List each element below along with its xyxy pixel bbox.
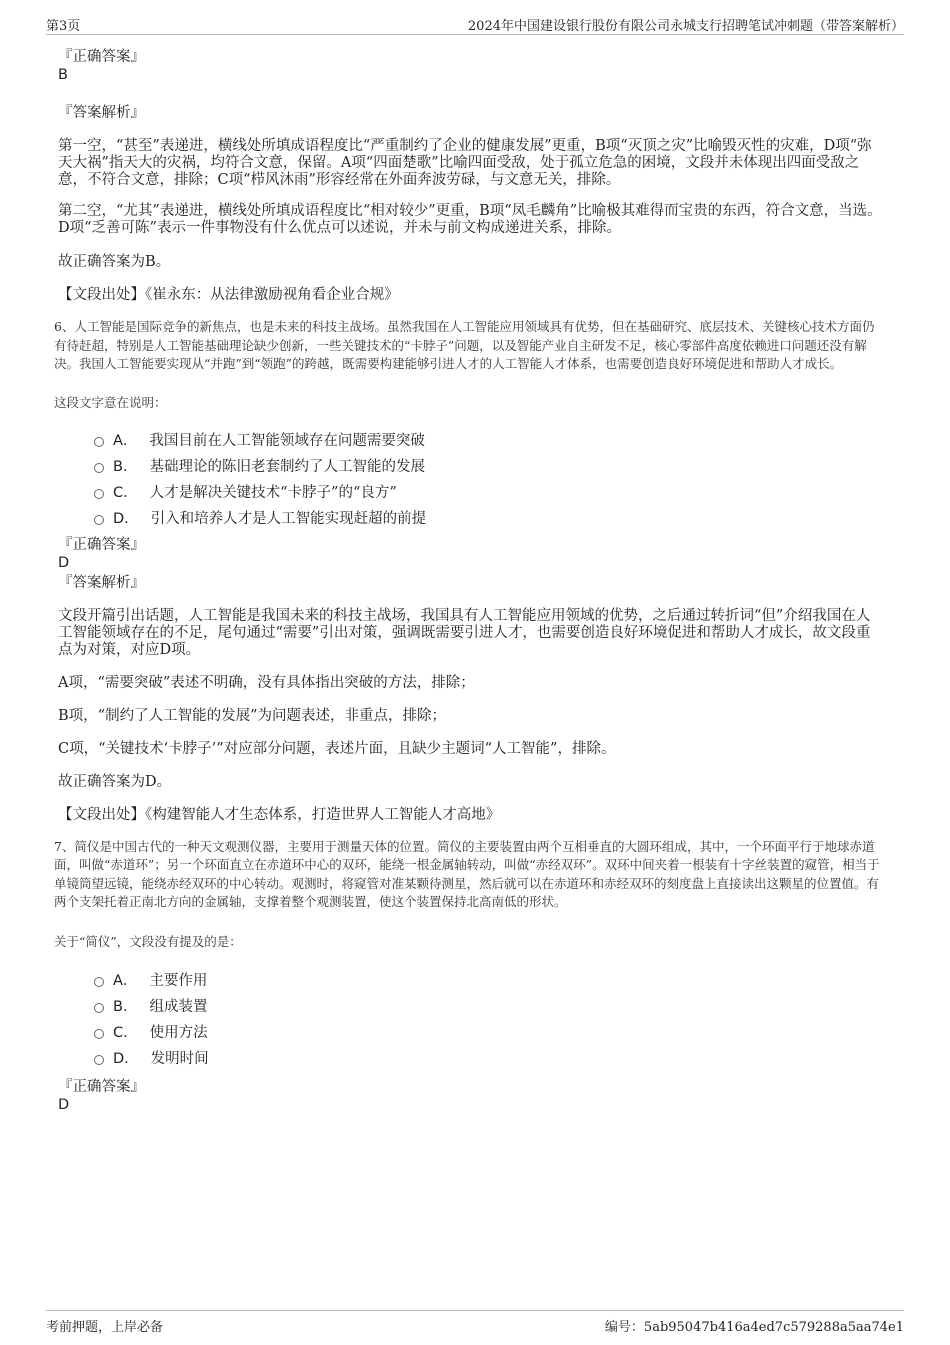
q5-source: 【文段出处】《崔永东：从法律激励视角看企业合规》 [58,287,399,303]
q5-analysis-para-2: 第二空，“尤其”表递进，横线处所填成语程度比“相对较少”更重，B项“凤毛麟角”比喻极其难得而宝贵的东西，符合文意，当选。D项“乏善可陈”表示一件事物没有什么优点可以述说，并未与前文构成递进关系，排除。 [58,203,882,236]
q6-analysis-a: A项，“需要突破”表述不明确，没有具体指出突破的方法，排除； [58,674,475,691]
q6-option-b[interactable]: B． 基础理论的陈旧老套制约了人工智能的发展 [94,454,884,480]
q6-analysis-para-1: 文段开篇引出话题，人工智能是我国未来的科技主战场，我国具有人工智能应用领域的优势，之后通过转折词“但”介绍我国在人工智能领域存在的不足，尾句通过“需要”引出对策，强调既需要引进人才，也需要创造良好环境促进和帮助人才成长，故文段重点为对策，对应D项。 [58,607,871,658]
answer-label: 『正确答案』 [58,1078,145,1095]
q6-analysis-b: B项，“制约了人工智能的发展”为问题表述，非重点，排除； [58,707,446,724]
q6-option-c[interactable]: C． 人才是解决关键技术“卡脖子”的“良方” [94,480,884,506]
answer-label: 『正确答案』 [58,49,145,65]
q6-option-d[interactable]: D． 引入和培养人才是人工智能实现赶超的前提 [94,506,884,532]
q7-option-c[interactable]: C． 使用方法 [94,1020,884,1046]
q7-option-b[interactable]: B． 组成装置 [94,994,884,1020]
analysis-label: 『答案解析』 [58,574,145,591]
radio-icon[interactable] [94,463,104,473]
q6-text: 6、人工智能是国际竞争的新焦点，也是未来的科技主战场。虽然我国在人工智能应用领域具有优势，但在基础研究、底层技术、关键核心技术方面仍有待赶超，特别是人工智能基础理论缺少创新，一些关键技术的“卡脖子”问题，以及智能产业自主研发不足，核心零部件高度依赖进口问题还没有解决。我国人工智能要实现从“并跑”到“领跑”的跨越，既需要构建能够引进人才的人工智能人才体系，也需要创造良好环境促进和帮助人才成长。 [54,319,875,371]
q5-analysis-para-1: 第一空，“甚至”表递进，横线处所填成语程度比“严重制约了企业的健康发展”更重，B项“灭顶之灾”比喻毁灭性的灾难，D项“弥天大祸”指天大的灾祸，均符合文意，保留。A项“四面楚歌”比喻四面受敌，处于孤立危急的困境，文段并未体现出四面受敌之意，不符合文意，排除；C项“栉风沐雨”形容经常在外面奔波劳碌，与文意无关，排除。 [58,138,872,188]
q6-analysis-c: C项，“关键技术‘卡脖子’”对应部分问题，表述片面，且缺少主题词“人工智能”，排除。 [58,740,616,757]
radio-icon[interactable] [94,437,104,447]
document-id: 编号：5ab95047b416a4ed7c579288a5aa74e1 [604,1320,904,1335]
radio-icon[interactable] [94,489,104,499]
q5-answer: B [58,67,68,83]
q7-answer: D [58,1096,70,1113]
radio-icon[interactable] [94,1029,104,1039]
q7-text: 7、简仪是中国古代的一种天文观测仪器，主要用于测量天体的位置。简仪的主要装置由两个互相垂直的大圆环组成，其中，一个环面平行于地球赤道面，叫做“赤道环”；另一个环面直立在赤道环中心的双环，能绕一根金属轴转动，叫做“赤经双环”。双环中间夹着一根装有十字丝装置的窥管，相当于单镜筒望远镜，能绕赤经双环的中心转动。观测时，将窥管对准某颗待测星，然后就可以在赤道环和赤经双环的刻度盘上直接读出这颗星的位置值。有两个支架托着正南北方向的金属轴，支撑着整个观测装置，使这个装置保持北高南低的形状。 [54,838,880,909]
q7-options [94,968,884,1072]
q7-option-d[interactable]: D． 发明时间 [94,1046,884,1072]
q7-option-a[interactable]: A． 主要作用 [94,968,884,994]
q6-source: 【文段出处】《构建智能人才生态体系，打造世界人工智能人才高地》 [58,806,501,823]
radio-icon[interactable] [94,977,104,987]
q5-conclusion: 故正确答案为B。 [58,254,171,270]
q6-conclusion: 故正确答案为D。 [58,773,172,790]
page-header [46,12,904,35]
radio-icon[interactable] [94,515,104,525]
q6-options [94,428,884,532]
q7-prompt: 关于“简仪”，文段没有提及的是： [54,933,242,949]
page-footer [46,1310,904,1335]
document-title: 2024年中国建设银行股份有限公司永城支行招聘笔试冲刺题（带答案解析） [467,19,904,34]
q6-answer: D [58,554,70,571]
page-number: 第3页 [46,19,81,34]
q6-prompt: 这段文字意在说明： [54,394,167,410]
radio-icon[interactable] [94,1003,104,1013]
q6-option-a[interactable]: A． 我国目前在人工智能领域存在问题需要突破 [94,428,884,454]
radio-icon[interactable] [94,1055,104,1065]
page-content [54,48,884,1114]
footer-slogan: 考前押题，上岸必备 [46,1320,164,1335]
analysis-label: 『答案解析』 [58,105,145,121]
answer-label: 『正确答案』 [58,536,145,553]
